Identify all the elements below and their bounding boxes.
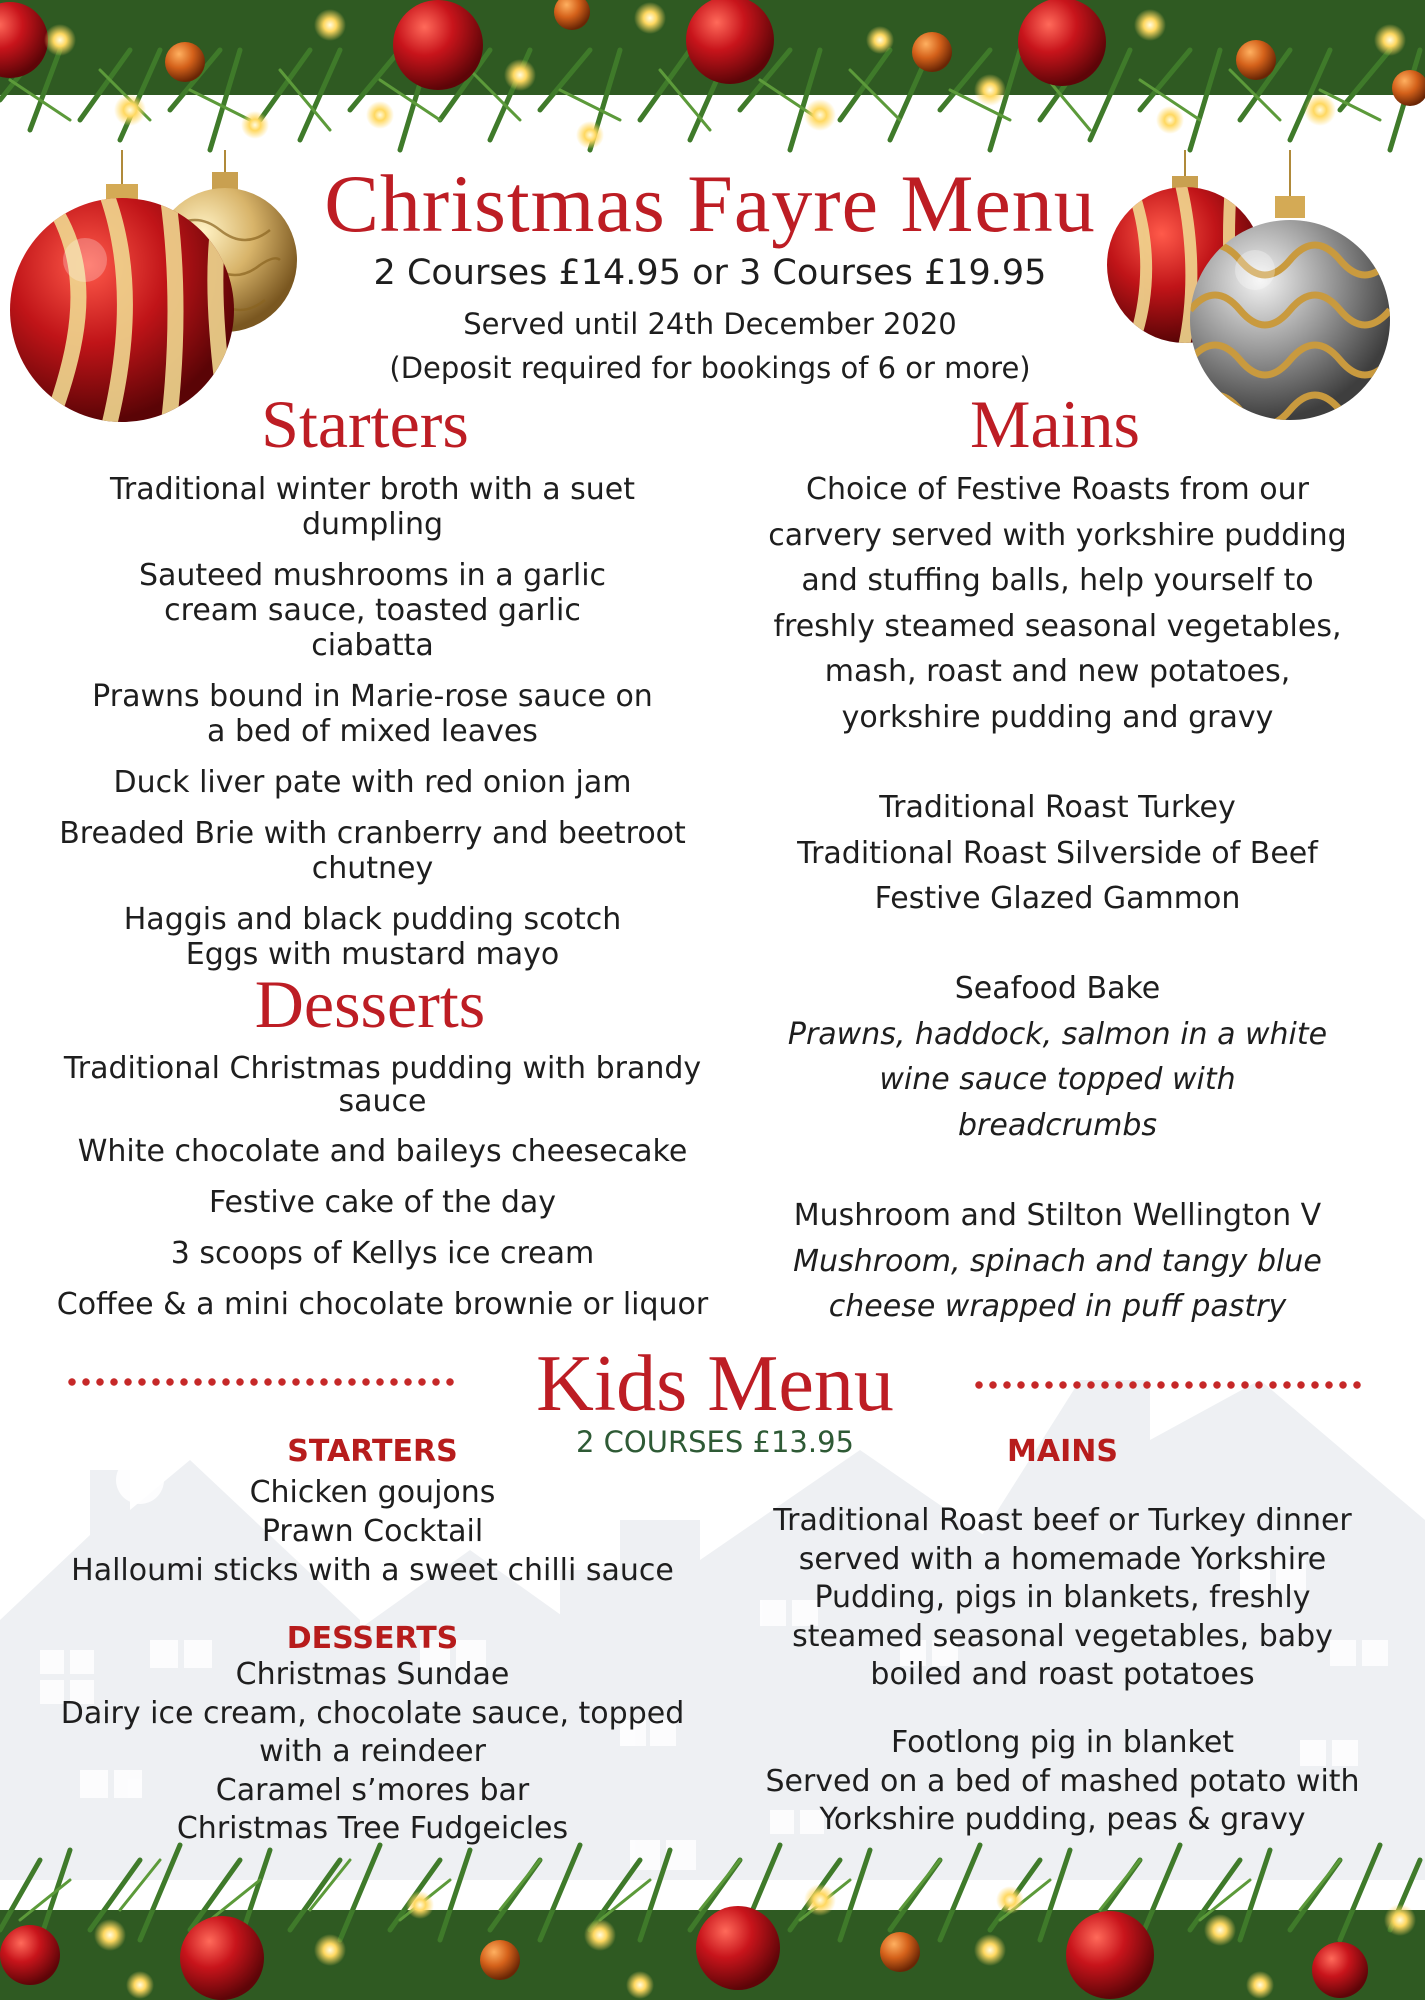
list-item: Dairy ice cream, chocolate sauce, topped — [60, 1695, 685, 1731]
kids-heading: Kids Menu — [536, 1340, 894, 1428]
list-item: Caramel s’mores bar — [215, 1772, 530, 1808]
list-item: Prawn Cocktail — [261, 1514, 484, 1549]
list-item: White chocolate and baileys cheesecake — [77, 1134, 688, 1169]
kids-mains — [750, 1435, 1375, 1469]
kids-starters-heading: STARTERS — [287, 1434, 458, 1469]
list-item: Breaded Brie with cranberry and beetroot chutney — [59, 816, 686, 886]
desserts-heading: Desserts — [254, 966, 486, 1042]
menu-price: 2 Courses £14.95 or 3 Courses £19.95 — [373, 253, 1047, 293]
dotted-divider-left — [65, 1377, 457, 1387]
kids-desserts — [40, 1622, 705, 1849]
kids-desserts-heading: DESSERTS — [286, 1621, 459, 1656]
mains-seafood: Seafood Bake Prawns, haddock, salmon in a white wine sauce topped with breadcrumbs — [740, 966, 1375, 1148]
kids-mains-dish-2: Footlong pig in blanket Served on a bed of mashed potato with Yorkshire pudding, peas & gravy — [765, 1725, 1360, 1837]
kids-mains-dish-1: Traditional Roast beef or Turkey dinner served with a homemade Yorkshire Pudding, pigs in blankets, freshly steamed seasonal vegetables, baby boiled and roast potatoes — [773, 1503, 1352, 1692]
list-item: Christmas Tree Fudgeicles — [176, 1811, 569, 1846]
mains-vegetarian: Mushroom and Stilton Wellington V Mushroom, spinach and tangy blue cheese wrapped in puff pastry — [740, 1193, 1375, 1330]
list-item: with a reindeer — [259, 1734, 486, 1769]
seafood-name: Seafood Bake — [954, 971, 1161, 1006]
list-item: Traditional Roast Silverside of Beef — [797, 835, 1318, 871]
starters-heading: Starters — [261, 386, 469, 462]
vegetarian-name: Mushroom and Stilton Wellington V — [793, 1198, 1322, 1233]
list-item: Haggis and black pudding scotch Eggs with mustard mayo — [123, 902, 622, 972]
list-item: Festive cake of the day — [208, 1185, 557, 1220]
menu-title: Christmas Fayre Menu — [324, 158, 1096, 249]
list-item: Duck liver pate with red onion jam — [113, 765, 632, 800]
list-item: Traditional winter broth with a suet dumpling — [109, 472, 636, 542]
list-item: 3 scoops of Kellys ice cream — [170, 1236, 595, 1271]
kids-starters — [40, 1435, 705, 1590]
kids-price: 2 COURSES £13.95 — [576, 1425, 854, 1459]
list-item: Prawns bound in Marie-rose sauce on a bed of mixed leaves — [92, 679, 653, 749]
dotted-divider-right — [972, 1380, 1364, 1390]
kids-mains-heading: MAINS — [1007, 1434, 1118, 1469]
list-item: Halloumi sticks with a sweet chilli sauce — [71, 1553, 674, 1588]
list-item: Festive Glazed Gammon — [874, 881, 1241, 916]
desserts-list — [40, 1052, 725, 1322]
served-until: Served until 24th December 2020 — [463, 307, 957, 341]
deposit-note: (Deposit required for bookings of 6 or more) — [389, 351, 1031, 385]
list-item: Traditional Roast Turkey — [879, 790, 1236, 825]
list-item: Chicken goujons — [249, 1475, 496, 1510]
list-item: Sauteed mushrooms in a garlic cream sauce, toasted garlic ciabatta — [138, 558, 607, 663]
top-garland — [0, 0, 1425, 170]
mains-roasts — [740, 785, 1375, 922]
list-item: Coffee & a mini chocolate brownie or liquor — [56, 1287, 709, 1322]
mains-intro: Choice of Festive Roasts from our carvery served with yorkshire pudding and stuffing balls, help yourself to freshly steamed seasonal vegetables, mash, roast and new potatoes, yorkshire pudding and gravy — [768, 472, 1347, 735]
starters-list — [40, 472, 705, 988]
list-item: Traditional Christmas pudding with brandy sauce — [63, 1051, 702, 1119]
bottom-garland — [0, 1840, 1425, 2000]
list-item: Christmas Sundae — [235, 1657, 510, 1692]
mains-heading: Mains — [970, 386, 1140, 462]
